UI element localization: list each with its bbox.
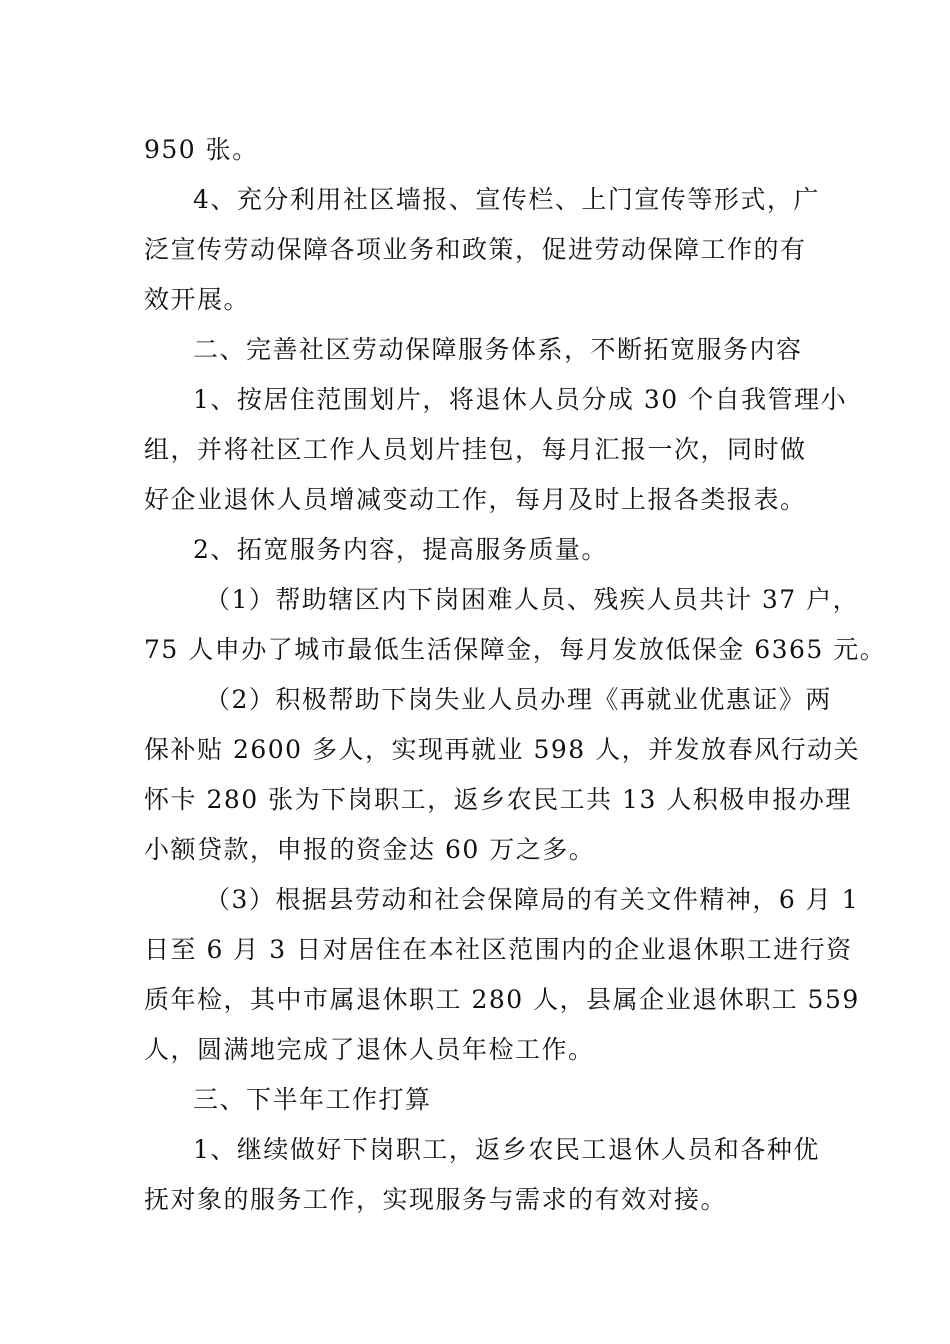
text-line: 怀卡 280 张为下岗职工，返乡农民工共 13 人积极申报办理 <box>144 785 852 814</box>
text-line: 组，并将社区工作人员划片挂包，每月汇报一次，同时做 <box>144 435 807 464</box>
text-line: 效开展。 <box>144 285 251 314</box>
text-line: 1、继续做好下岗职工，返乡农民工退休人员和各种优 <box>193 1135 820 1164</box>
text-line: 人，圆满地完成了退休人员年检工作。 <box>144 1035 595 1064</box>
text-line: 好企业退休人员增减变动工作，每月及时上报各类报表。 <box>144 485 807 514</box>
text-line: 1、按居住范围划片，将退休人员分成 30 个自我管理小 <box>193 385 848 414</box>
text-line: 2、拓宽服务内容，提高服务质量。 <box>193 535 608 564</box>
text-line: （3）根据县劳动和社会保障局的有关文件精神，6 月 1 <box>205 885 860 914</box>
text-line: 950 张。 <box>144 135 259 164</box>
text-line: （2）积极帮助下岗失业人员办理《再就业优惠证》两 <box>205 685 832 714</box>
text-line: 小额贷款，申报的资金达 60 万之多。 <box>144 835 596 864</box>
text-line: 75 人申办了城市最低生活保障金，每月发放低保金 6365 元。 <box>144 635 887 664</box>
text-line: 保补贴 2600 多人，实现再就业 598 人，并发放春风行动关 <box>144 735 861 764</box>
text-line: 日至 6 月 3 日对居住在本社区范围内的企业退休职工进行资 <box>144 935 853 964</box>
text-line: （1）帮助辖区内下岗困难人员、残疾人员共计 37 户， <box>205 585 860 614</box>
text-line: 泛宣传劳动保障各项业务和政策，促进劳动保障工作的有 <box>144 235 807 264</box>
section-heading: 二、完善社区劳动保障服务体系，不断拓宽服务内容 <box>193 335 803 364</box>
text-line: 质年检，其中市属退休职工 280 人，县属企业退休职工 559 <box>144 985 860 1014</box>
text-line: 抚对象的服务工作，实现服务与需求的有效对接。 <box>144 1185 728 1214</box>
section-heading: 三、下半年工作打算 <box>193 1085 432 1114</box>
text-line: 4、充分利用社区墙报、宣传栏、上门宣传等形式，广 <box>193 185 820 214</box>
